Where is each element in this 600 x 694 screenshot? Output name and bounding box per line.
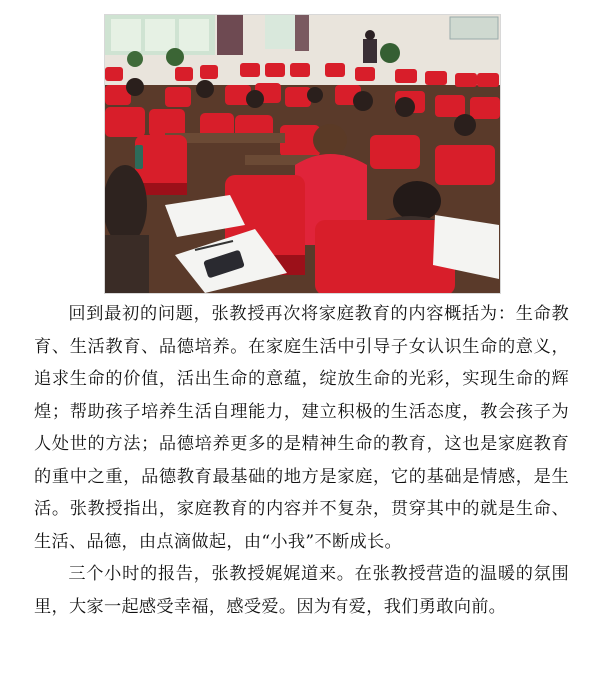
article-body	[34, 298, 569, 623]
article-paragraph: 三个小时的报告，张教授娓娓道来。在张教授营造的温暖的氛围里，大家一起感受幸福，感受爱。因为有爱，我们勇敢向前。	[34, 564, 569, 617]
lecture-hall-photo	[104, 14, 501, 294]
lecture-hall-illustration	[105, 15, 501, 294]
article-paragraph: 回到最初的问题，张教授再次将家庭教育的内容概括为：生命教育、生活教育、品德培养。在家庭生活中引导子女认识生命的意义，追求生命的价值，活出生命的意蕴，绽放生命的光彩，实现生命的辉煌；帮助孩子培养生活自理能力，建立积极的生活态度，教会孩子为人处世的方法；品德培养更多的是精神生命的教育，这也是家庭教育的重中之重，品德教育最基础的地方是家庭，它的基础是情感，是生活。张教授指出，家庭教育的内容并不复杂，贯穿其中的就是生命、生活、品德，由点滴做起，由“小我”不断成长。	[34, 304, 569, 552]
